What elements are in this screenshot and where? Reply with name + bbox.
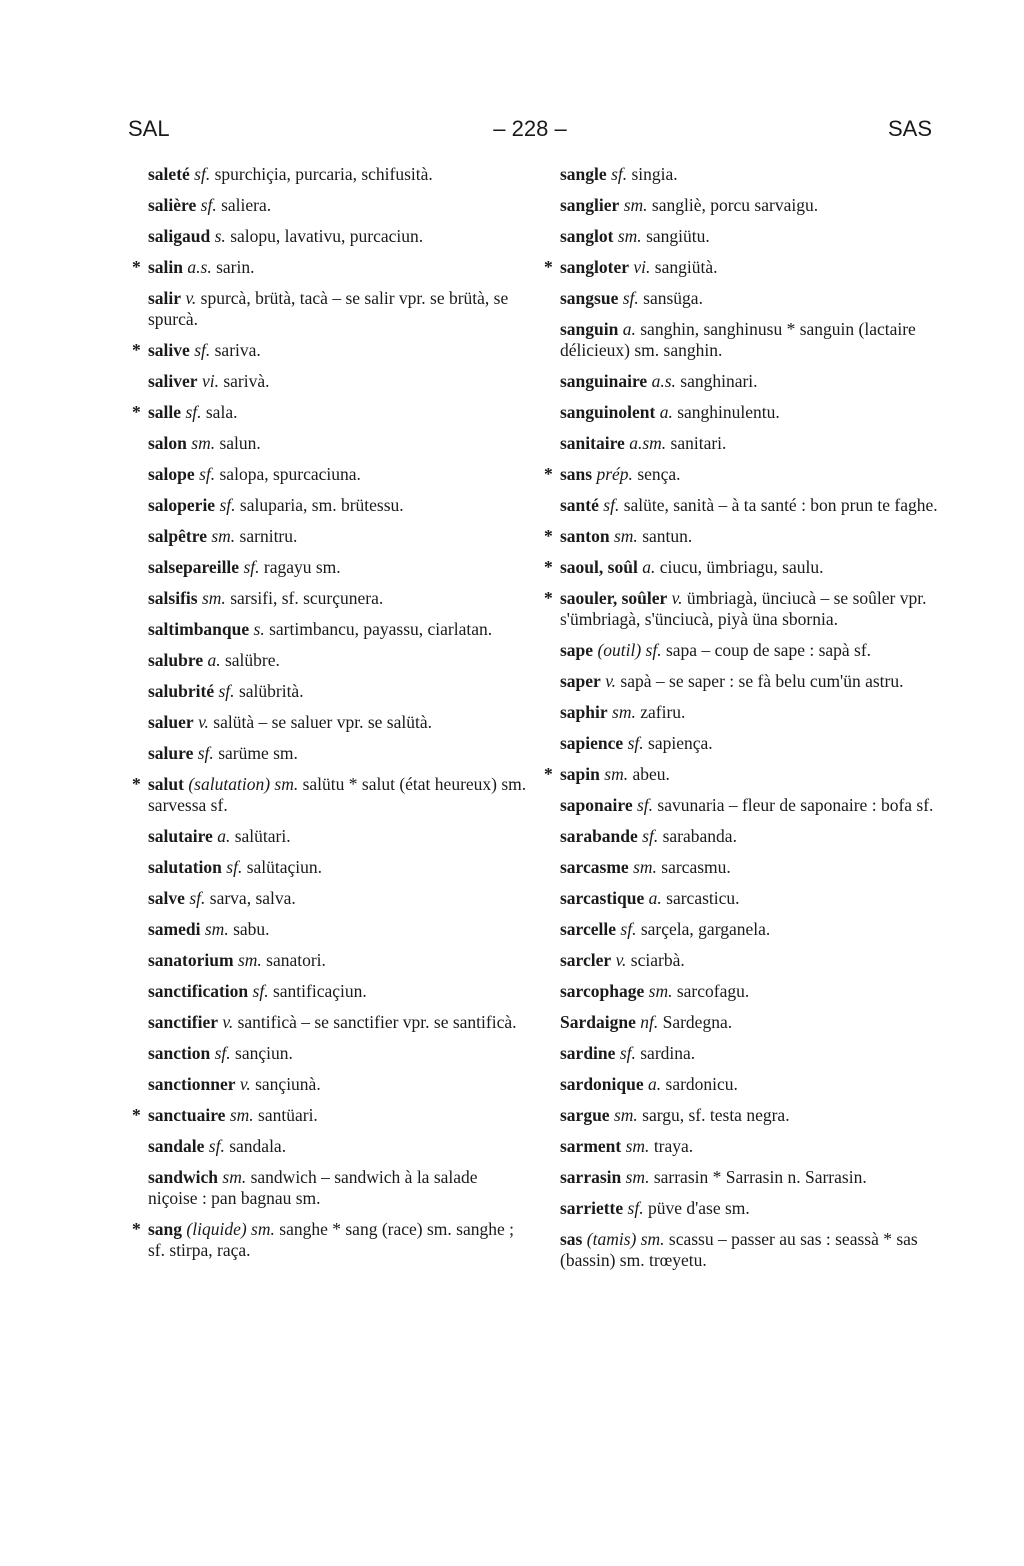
dictionary-entry	[560, 1229, 940, 1271]
dictionary-entry	[560, 495, 940, 516]
grammar-label: sm.	[623, 195, 648, 215]
asterisk-mark: *	[132, 257, 141, 277]
headword: sanatorium	[148, 950, 234, 970]
headword: salut	[148, 774, 184, 794]
grammar-label: sm.	[633, 857, 657, 877]
dictionary-entry	[148, 195, 530, 216]
dictionary-entry	[560, 371, 940, 392]
headword: sanguinolent	[560, 402, 656, 422]
grammar-label: a.s.	[651, 371, 676, 391]
grammar-label: sf.	[620, 919, 637, 939]
headword: saltimbanque	[148, 619, 250, 639]
definition: sandwich – sandwich à la salade niçoise : pan bagnau sm.	[148, 1167, 478, 1208]
definition: sarsifi, sf. scurçunera.	[230, 588, 384, 608]
dictionary-entry	[148, 226, 530, 247]
dictionary-entry	[148, 826, 530, 847]
dictionary-entry	[148, 919, 530, 940]
definition: sandala.	[229, 1136, 287, 1156]
headword: sangsue	[560, 288, 619, 308]
grammar-label: sm.	[617, 226, 642, 246]
dictionary-entry	[148, 888, 530, 909]
grammar-label: sf.	[603, 495, 620, 515]
headword: salutaire	[148, 826, 213, 846]
definition: sarrasin * Sarrasin n. Sarrasin.	[653, 1167, 867, 1187]
dictionary-entry	[148, 681, 530, 702]
dictionary-entry	[148, 1012, 530, 1033]
definition: saliera.	[221, 195, 272, 215]
grammar-label: (liquide) sm.	[186, 1219, 275, 1239]
definition: sanatori.	[266, 950, 326, 970]
dictionary-entry	[560, 1198, 940, 1219]
headword: saluer	[148, 712, 194, 732]
asterisk-mark: *	[544, 764, 553, 784]
grammar-label: sm.	[625, 1167, 650, 1187]
headword: sanctionner	[148, 1074, 236, 1094]
dictionary-entry	[560, 981, 940, 1002]
definition: scassu – passer au sas : seassà * sas (bassin) sm. trœyetu.	[560, 1229, 918, 1270]
grammar-label: sf.	[243, 557, 260, 577]
grammar-label: v.	[605, 671, 617, 691]
grammar-label: (tamis) sm.	[586, 1229, 665, 1249]
page-number: – 228 –	[493, 116, 567, 141]
headword: santon	[560, 526, 610, 546]
grammar-label: s.	[253, 619, 265, 639]
definition: sarva, salva.	[209, 888, 296, 908]
definition: sangiütà.	[654, 257, 718, 277]
headword: saouler, soûler	[560, 588, 668, 608]
headword: sanitaire	[560, 433, 625, 453]
grammar-label: sf.	[197, 743, 214, 763]
grammar-label: a.	[648, 1074, 662, 1094]
definition: sarnitru.	[239, 526, 298, 546]
headword: salubrité	[148, 681, 215, 701]
asterisk-mark: *	[132, 340, 141, 360]
dictionary-entry	[560, 1136, 940, 1157]
definition: santificà – se sanctifier vpr. se santificà.	[237, 1012, 517, 1032]
headword: sandale	[148, 1136, 205, 1156]
grammar-label: sf.	[200, 195, 217, 215]
definition: santificaçiun.	[272, 981, 367, 1001]
asterisk-mark: *	[544, 257, 553, 277]
dictionary-entry	[560, 640, 940, 661]
definition: salübre.	[224, 650, 280, 670]
definition: ciucu, ümbriagu, saulu.	[659, 557, 824, 577]
dictionary-entry	[148, 1043, 530, 1064]
dictionary-entry	[560, 1074, 940, 1095]
grammar-label: sf.	[194, 164, 211, 184]
headword: sanglier	[560, 195, 620, 215]
headword: saper	[560, 671, 601, 691]
grammar-label: sm.	[625, 1136, 650, 1156]
headword: sapience	[560, 733, 624, 753]
definition: santüari.	[258, 1105, 318, 1125]
definition: spurcà, brütà, tacà – se salir vpr. se brütà, se spurcà.	[148, 288, 509, 329]
headword: salope	[148, 464, 195, 484]
dictionary-entry	[560, 857, 940, 878]
definition: sangliè, porcu sarvaigu.	[651, 195, 819, 215]
definition: abeu.	[632, 764, 670, 784]
headword: sandwich	[148, 1167, 219, 1187]
dictionary-entry	[560, 888, 940, 909]
headword: sanction	[148, 1043, 211, 1063]
grammar-label: sf.	[627, 733, 644, 753]
definition: sarcasmu.	[661, 857, 731, 877]
definition: salopa, spurcaciuna.	[219, 464, 361, 484]
headword: salsepareille	[148, 557, 240, 577]
grammar-label: prép.	[596, 464, 633, 484]
dictionary-entry	[560, 288, 940, 309]
grammar-label: a.	[642, 557, 656, 577]
dictionary-entry	[132, 257, 530, 278]
dictionary-entry	[148, 619, 530, 640]
grammar-label: sf.	[627, 1198, 644, 1218]
grammar-label: sf.	[219, 495, 236, 515]
page-header	[128, 116, 932, 148]
dictionary-entry	[132, 340, 530, 361]
dictionary-entry	[560, 226, 940, 247]
grammar-label: vi.	[201, 371, 219, 391]
grammar-label: sf.	[199, 464, 216, 484]
headword: sangle	[560, 164, 607, 184]
headword: sarment	[560, 1136, 622, 1156]
dictionary-entry	[148, 526, 530, 547]
grammar-label: sm.	[211, 526, 236, 546]
headword: salutation	[148, 857, 222, 877]
dictionary-entry	[544, 764, 940, 785]
definition: salübrità.	[238, 681, 304, 701]
headword: sapin	[560, 764, 600, 784]
headword: saliver	[148, 371, 198, 391]
dictionary-entry	[544, 257, 940, 278]
headword: sanguin	[560, 319, 619, 339]
dictionary-entry	[544, 464, 940, 485]
headword: Sardaigne	[560, 1012, 636, 1032]
grammar-label: sf.	[611, 164, 628, 184]
headword: sarcophage	[560, 981, 645, 1001]
dictionary-entry	[560, 433, 940, 454]
definition: sargu, sf. testa negra.	[642, 1105, 790, 1125]
headword: saponaire	[560, 795, 633, 815]
definition: sanitari.	[670, 433, 727, 453]
dictionary-entry	[560, 1043, 940, 1064]
dictionary-entry	[560, 319, 940, 361]
dictionary-entry	[560, 826, 940, 847]
definition: traya.	[653, 1136, 694, 1156]
definition: savunaria – fleur de saponaire : bofa sf.	[657, 795, 934, 815]
dictionary-entry	[560, 733, 940, 754]
grammar-label: v.	[198, 712, 209, 732]
grammar-label: v.	[239, 1074, 251, 1094]
definition: sabu.	[233, 919, 270, 939]
dictionary-entry	[560, 1167, 940, 1188]
definition: salüte, sanità – à ta santé : bon prun te faghe.	[623, 495, 938, 515]
asterisk-mark: *	[544, 588, 553, 608]
dictionary-entry	[148, 650, 530, 671]
headword: salubre	[148, 650, 204, 670]
grammar-label: sm.	[201, 588, 226, 608]
definition: sarcasticu.	[666, 888, 740, 908]
asterisk-mark: *	[132, 1219, 141, 1239]
definition: sartimbancu, payassu, ciarlatan.	[269, 619, 493, 639]
dictionary-entry	[148, 1167, 530, 1209]
headword: sarrasin	[560, 1167, 622, 1187]
definition: sença.	[637, 464, 681, 484]
dictionary-entry	[148, 857, 530, 878]
headword: sardonique	[560, 1074, 644, 1094]
asterisk-mark: *	[132, 1105, 141, 1125]
left-column	[132, 164, 530, 1271]
grammar-label: sf.	[619, 1043, 636, 1063]
grammar-label: s.	[214, 226, 226, 246]
headword: salir	[148, 288, 182, 308]
headword: santé	[560, 495, 599, 515]
headword: sardine	[560, 1043, 616, 1063]
grammar-label: sf.	[226, 857, 243, 877]
definition: sanghe * sang (race) sm. sanghe ; sf. stirpa, raça.	[148, 1219, 514, 1260]
grammar-label: sf.	[636, 795, 654, 815]
headword: salon	[148, 433, 187, 453]
grammar-label: sm.	[222, 1167, 247, 1187]
header-last-word: SAS	[887, 116, 932, 141]
dictionary-entry	[544, 588, 940, 630]
definition: saluparia, sm. brütessu.	[239, 495, 404, 515]
definition: sarcofagu.	[676, 981, 750, 1001]
headword: saloperie	[148, 495, 216, 515]
headword: salsifis	[148, 588, 198, 608]
headword: sanctification	[148, 981, 249, 1001]
headword: saoul, soûl	[560, 557, 638, 577]
definition: sangiütu.	[646, 226, 710, 246]
dictionary-entry	[148, 164, 530, 185]
definition: sapiença.	[648, 733, 713, 753]
grammar-label: sm.	[204, 919, 229, 939]
headword: salive	[148, 340, 190, 360]
definition: sarin.	[216, 257, 255, 277]
grammar-label: a.	[207, 650, 221, 670]
definition: sala.	[205, 402, 238, 422]
dictionary-entry	[544, 557, 940, 578]
asterisk-mark: *	[544, 557, 553, 577]
definition: ragayu sm.	[263, 557, 341, 577]
headword: sanctuaire	[148, 1105, 226, 1125]
definition: sapà – se saper : se fà belu cum'ün astru.	[620, 671, 904, 691]
dictionary-entry	[148, 588, 530, 609]
grammar-label: sf.	[208, 1136, 225, 1156]
dictionary-entry	[148, 712, 530, 733]
headword: salpêtre	[148, 526, 207, 546]
dictionary-entry	[132, 774, 530, 816]
headword: sang	[148, 1219, 183, 1239]
grammar-label: sm.	[613, 526, 638, 546]
dictionary-entry	[148, 557, 530, 578]
grammar-label: sf.	[194, 340, 211, 360]
definition: sançiunà.	[255, 1074, 321, 1094]
dictionary-entry	[560, 164, 940, 185]
definition: sciarbà.	[630, 950, 685, 970]
headword: sarcasme	[560, 857, 629, 877]
headword: samedi	[148, 919, 201, 939]
grammar-label: a.sm.	[629, 433, 667, 453]
grammar-label: sf.	[218, 681, 235, 701]
definition: singia.	[631, 164, 678, 184]
dictionary-entry	[560, 1105, 940, 1126]
dictionary-entry	[148, 1136, 530, 1157]
headword: sarabande	[560, 826, 638, 846]
grammar-label: nf.	[640, 1012, 659, 1032]
definition: salopu, lavativu, purcaciun.	[230, 226, 424, 246]
grammar-label: v.	[671, 588, 683, 608]
asterisk-mark: *	[544, 464, 553, 484]
dictionary-entry	[132, 402, 530, 423]
definition: sariva.	[214, 340, 261, 360]
dictionary-entry	[148, 433, 530, 454]
definition: spurchiçia, purcaria, schifusità.	[214, 164, 433, 184]
definition: salütà – se saluer vpr. se salütà.	[213, 712, 432, 732]
headword: salière	[148, 195, 197, 215]
grammar-label: (salutation) sm.	[188, 774, 299, 794]
grammar-label: a.	[648, 888, 662, 908]
headword: sanctifier	[148, 1012, 218, 1032]
headword: salve	[148, 888, 185, 908]
dictionary-entry	[148, 1074, 530, 1095]
definition: ümbriagà, ünciucà – se soûler vpr. s'ümbriagà, s'ünciucà, piyà üna sbornia.	[560, 588, 927, 629]
headword: salin	[148, 257, 184, 277]
dictionary-entry	[544, 526, 940, 547]
dictionary-entry	[560, 402, 940, 423]
headword: salle	[148, 402, 182, 422]
grammar-label: v.	[185, 288, 197, 308]
headword: sas	[560, 1229, 583, 1249]
grammar-label: sf.	[214, 1043, 231, 1063]
dictionary-entry	[560, 950, 940, 971]
dictionary-entry	[560, 702, 940, 723]
dictionary-entry	[148, 288, 530, 330]
headword: sarcelle	[560, 919, 617, 939]
grammar-label: a.	[217, 826, 231, 846]
headword: sape	[560, 640, 594, 660]
header-first-word: SAL	[128, 116, 170, 141]
asterisk-mark: *	[132, 402, 141, 422]
dictionary-entry	[148, 464, 530, 485]
dictionary-entry	[560, 919, 940, 940]
headword: saleté	[148, 164, 190, 184]
grammar-label: (outil) sf.	[597, 640, 662, 660]
dictionary-entry	[560, 671, 940, 692]
definition: sanghinari.	[680, 371, 758, 391]
grammar-label: sf.	[185, 402, 202, 422]
grammar-label: sf.	[189, 888, 206, 908]
asterisk-mark: *	[132, 774, 141, 794]
definition: sarçela, garganela.	[640, 919, 771, 939]
headword: sarriette	[560, 1198, 624, 1218]
definition: Sardegna.	[662, 1012, 733, 1032]
dictionary-entry	[560, 195, 940, 216]
definition: sançiun.	[235, 1043, 293, 1063]
headword: sarcastique	[560, 888, 645, 908]
headword: sans	[560, 464, 593, 484]
definition: sanghin, sanghinusu * sanguin (lactaire délicieux) sm. sanghin.	[560, 319, 916, 360]
dictionary-entry	[148, 495, 530, 516]
headword: sanguinaire	[560, 371, 648, 391]
grammar-label: v.	[222, 1012, 234, 1032]
grammar-label: sf.	[642, 826, 659, 846]
definition: sansüga.	[643, 288, 703, 308]
grammar-label: sm.	[191, 433, 216, 453]
headword: saligaud	[148, 226, 211, 246]
dictionary-entry	[148, 743, 530, 764]
grammar-label: sf.	[622, 288, 639, 308]
headword: saphir	[560, 702, 608, 722]
headword: sanglot	[560, 226, 614, 246]
grammar-label: sm.	[229, 1105, 254, 1125]
definition: salütu * salut (état heureux) sm. sarvessa sf.	[148, 774, 527, 815]
headword: sarcler	[560, 950, 612, 970]
definition: püve d'ase sm.	[647, 1198, 750, 1218]
grammar-label: sm.	[613, 1105, 638, 1125]
definition: zafiru.	[640, 702, 686, 722]
grammar-label: vi.	[633, 257, 651, 277]
dictionary-entry	[148, 371, 530, 392]
grammar-label: sm.	[612, 702, 636, 722]
dictionary-entry	[148, 950, 530, 971]
grammar-label: sm.	[648, 981, 673, 1001]
dictionary-entry	[560, 795, 940, 816]
dictionary-entry	[560, 1012, 940, 1033]
definition: sardina.	[640, 1043, 696, 1063]
definition: salütari.	[234, 826, 291, 846]
grammar-label: v.	[615, 950, 627, 970]
definition: sanghinulentu.	[677, 402, 780, 422]
right-column	[544, 164, 940, 1281]
definition: sapa – coup de sape : sapà sf.	[665, 640, 872, 660]
grammar-label: a.s.	[187, 257, 212, 277]
grammar-label: sm.	[604, 764, 629, 784]
headword: salure	[148, 743, 194, 763]
asterisk-mark: *	[544, 526, 553, 546]
headword: sangloter	[560, 257, 630, 277]
definition: salun.	[219, 433, 261, 453]
definition: santun.	[642, 526, 693, 546]
grammar-label: sf.	[252, 981, 269, 1001]
dictionary-entry	[132, 1219, 530, 1261]
dictionary-entry	[132, 1105, 530, 1126]
definition: sarabanda.	[662, 826, 737, 846]
definition: sardonicu.	[665, 1074, 738, 1094]
grammar-label: a.	[659, 402, 673, 422]
definition: sarüme sm.	[218, 743, 298, 763]
definition: sarivà.	[223, 371, 270, 391]
dictionary-entry	[148, 981, 530, 1002]
definition: salütaçiun.	[246, 857, 323, 877]
grammar-label: a.	[622, 319, 636, 339]
grammar-label: sm.	[237, 950, 262, 970]
headword: sargue	[560, 1105, 610, 1125]
